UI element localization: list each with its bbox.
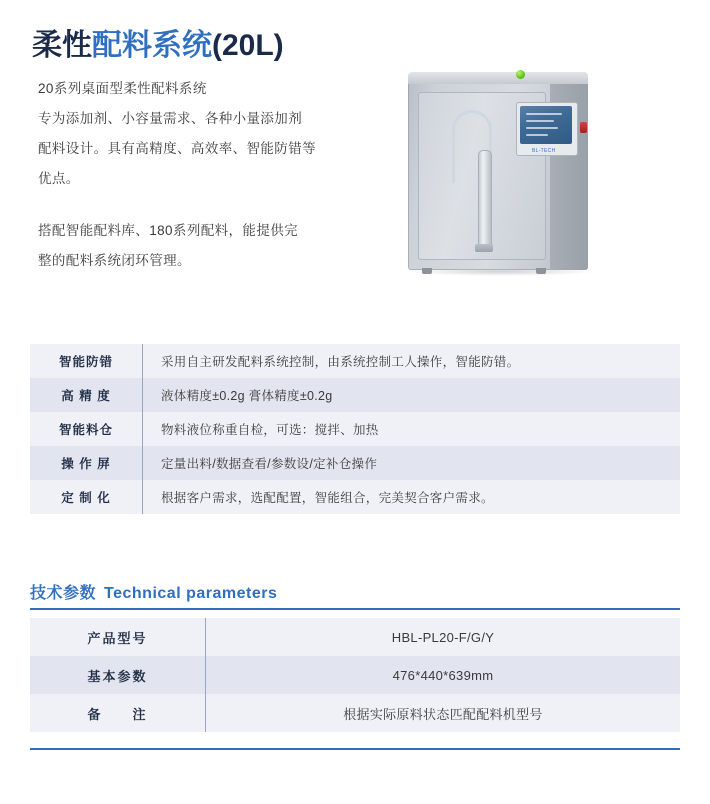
tech-heading-cn: 技术参数: [30, 585, 97, 602]
feature-label: 高 精 度: [30, 378, 143, 412]
status-light-icon: [516, 70, 525, 79]
machine-cylinder-cap: [475, 244, 493, 252]
intro-spacer: [38, 194, 398, 216]
tech-value: 476*440*639mm: [206, 656, 681, 694]
screen-line-1: [526, 113, 562, 115]
feature-label: 定 制 化: [30, 480, 143, 514]
tech-value: 根据实际原料状态匹配配料机型号: [206, 694, 681, 732]
screen-line-3: [526, 127, 558, 129]
feature-table: [30, 344, 680, 514]
tech-label: 基本参数: [30, 656, 206, 694]
table-row: [30, 344, 680, 378]
intro-line-1: 20系列桌面型柔性配料系统: [38, 81, 207, 96]
tech-label: 产品型号: [30, 618, 206, 656]
feature-label: 智能防错: [30, 344, 143, 378]
tech-heading-en: Technical parameters: [104, 585, 278, 602]
screen-line-4: [526, 134, 548, 136]
feature-table-body: [30, 344, 680, 514]
table-row: [30, 694, 680, 732]
machine-cylinder: [478, 150, 492, 250]
table-row: [30, 656, 680, 694]
table-row: [30, 618, 680, 656]
intro-text: [38, 74, 398, 276]
tech-label: 备 注: [30, 694, 206, 732]
page-title: [32, 26, 284, 66]
table-row: [30, 378, 680, 412]
tech-parameters-table: [30, 618, 680, 732]
feature-value: 液体精度±0.2g 膏体精度±0.2g: [143, 378, 681, 412]
product-image: [398, 62, 608, 282]
feature-value: 根据客户需求，选配配置，智能组合，完美契合客户需求。: [143, 480, 681, 514]
machine-foot-left: [422, 268, 432, 274]
tech-value: HBL-PL20-F/G/Y: [206, 618, 681, 656]
page-title-part-3: (20L): [212, 29, 284, 62]
machine-top-panel: [408, 72, 588, 84]
intro-line-4: 优点。: [38, 171, 80, 186]
table-row: [30, 446, 680, 480]
screen-line-2: [526, 120, 554, 122]
screen-brand-badge: BL-TECH: [532, 148, 556, 154]
machine-foot-right: [536, 268, 546, 274]
feature-value: 物料液位称重自检，可选：搅拌、加热: [143, 412, 681, 446]
page-title-part-2: 配料系统: [92, 29, 212, 62]
feature-value: 定量出料/数据查看/参数设/定补仓操作: [143, 446, 681, 480]
table-row: [30, 480, 680, 514]
feature-value: 采用自主研发配料系统控制，由系统控制工人操作，智能防错。: [143, 344, 681, 378]
bottom-divider: [30, 748, 680, 750]
tech-heading-divider: [30, 608, 680, 610]
page-title-part-1: 柔性: [32, 29, 92, 62]
intro-line-2: 专为添加剂、小容量需求、各种小量添加剂: [38, 111, 303, 126]
intro-line-6: 整的配料系统闭环管理。: [38, 253, 191, 268]
intro-line-3: 配料设计。具有高精度、高效率、智能防错等: [38, 141, 316, 156]
feature-label: 智能料仓: [30, 412, 143, 446]
feature-label: 操 作 屏: [30, 446, 143, 480]
tech-parameters-body: [30, 618, 680, 732]
tech-parameters-heading: [30, 580, 277, 603]
intro-line-5: 搭配智能配料库、180系列配料，能提供完: [38, 223, 299, 238]
machine-touch-screen: [520, 106, 572, 144]
emergency-stop-icon: [580, 122, 587, 133]
table-row: [30, 412, 680, 446]
